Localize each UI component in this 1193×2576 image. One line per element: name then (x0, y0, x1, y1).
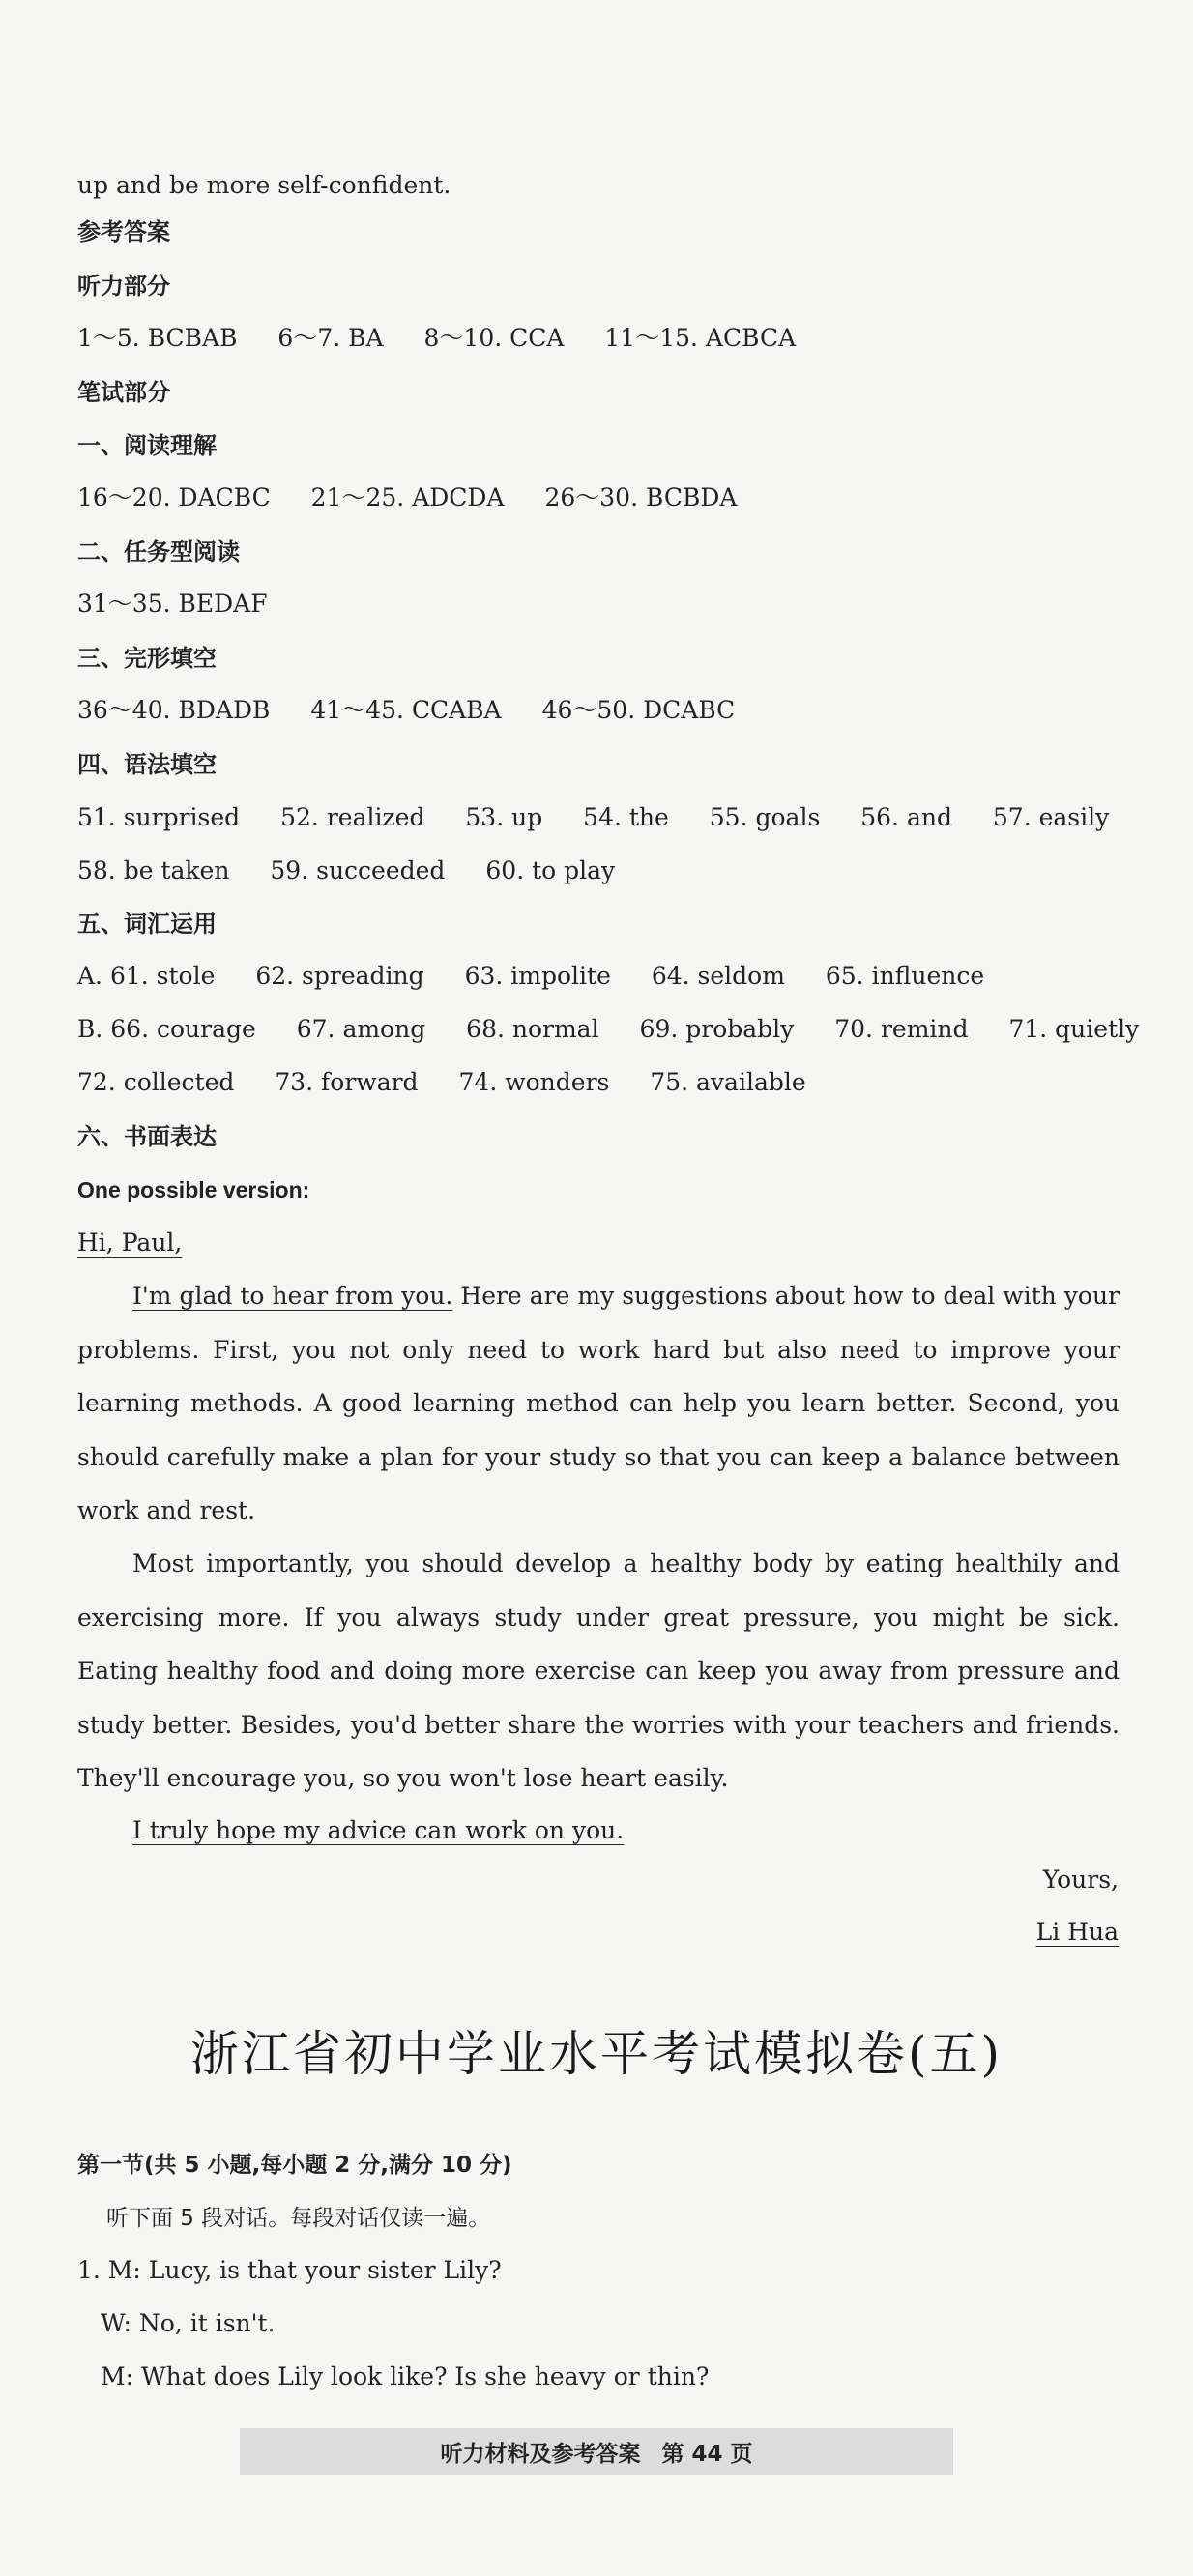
footer-label: 听力材料及参考答案 (440, 2441, 641, 2467)
section-heading: 第一节(共 5 小题,每小题 2 分,满分 10 分) (77, 2153, 512, 2178)
answer-item: 63. impolite (464, 962, 611, 990)
listening-instruction: 听下面 5 段对话。每段对话仅读一遍。 (106, 2206, 491, 2231)
writing-heading: 六、书面表达 (77, 1123, 217, 1150)
grammar-answers-row1 (77, 800, 1116, 835)
answer-group: 26～30. BCBDA (544, 483, 738, 511)
listening-heading: 听力部分 (77, 273, 170, 300)
page-number: 第 44 页 (661, 2441, 753, 2467)
closing-line-text: I truly hope my advice can work on you. (132, 1816, 625, 1844)
answer-group: 11～15. ACBCA (604, 324, 797, 352)
answer-item: 57. easily (992, 803, 1110, 831)
grammar-answers-row2 (77, 854, 1116, 888)
exam-title: 浙江省初中学业水平考试模拟卷(五) (189, 2026, 1003, 2082)
signature (1036, 1918, 1119, 1946)
vocab-answers-row2 (77, 1012, 1140, 1047)
vocab-answers-row3 (77, 1065, 1116, 1100)
reading-answers (77, 480, 1116, 515)
dialogue-line: 1. M: Lucy, is that your sister Lily? (77, 2256, 502, 2284)
vocab-answers-row1 (77, 959, 1116, 994)
answers-heading: 参考答案 (77, 218, 170, 246)
dialogue-line: W: No, it isn't. (101, 2309, 276, 2337)
answer-group: 41～45. CCABA (310, 696, 502, 724)
signature-text: Li Hua (1035, 1918, 1119, 1946)
answer-item: A. 61. stole (77, 962, 216, 990)
answer-item: 75. available (650, 1068, 806, 1096)
answer-group: 6～7. BA (277, 324, 384, 352)
answer-item: 67. among (296, 1015, 426, 1043)
answer-item: 55. goals (709, 803, 821, 831)
letter-closing-line (77, 1813, 1116, 1848)
answer-item: 51. surprised (77, 803, 241, 831)
task-reading-answers (77, 587, 1116, 622)
version-label: One possible version: (77, 1177, 310, 1202)
answer-item: 62. spreading (255, 962, 424, 990)
answer-item: 59. succeeded (270, 856, 446, 884)
dialogue-line: M: What does Lily look like? Is she heavy or thin? (101, 2362, 710, 2390)
answer-group: 8～10. CCA (423, 324, 565, 352)
cloze-heading: 三、完形填空 (77, 645, 217, 672)
answer-item: 56. and (860, 803, 952, 831)
answer-item: B. 66. courage (77, 1015, 256, 1043)
underlined-opening: I'm glad to hear from you. (132, 1282, 453, 1310)
reading-heading: 一、阅读理解 (77, 432, 217, 459)
answer-group: 1～5. BCBAB (77, 324, 238, 352)
answer-item: 65. influence (825, 962, 985, 990)
letter-paragraph-2: Most importantly, you should develop a healthy body by eating healthily and exercising more. If you always study under great pressure, you might be sick. Eating healthy food and doing more exercise can keep you away from pressure and study better. Besides, you'd better share the worries with your teachers and friends. They'll encourage you, so you won't lose heart easily. (77, 1549, 1120, 1792)
written-heading: 笔试部分 (77, 379, 170, 406)
answer-item: 52. realized (280, 803, 425, 831)
greeting-text: Hi, Paul, (77, 1229, 183, 1257)
vocab-heading: 五、词汇运用 (77, 911, 217, 938)
answer-item: 68. normal (466, 1015, 599, 1043)
letter-paragraph-1 (77, 1269, 1120, 1538)
intro-end-text: up and be more self-confident. (77, 171, 451, 199)
paragraph-text: Here are my suggestions about how to deal with your problems. First, you not only need to work hard but also need to improve your learning methods. A good learning method can help you learn better. Second, you should carefully make a plan for your study so that you can keep a balance between work and rest. (77, 1282, 1120, 1524)
answer-group: 21～25. ADCDA (310, 483, 505, 511)
grammar-heading: 四、语法填空 (77, 751, 217, 778)
answer-item: 72. collected (77, 1068, 235, 1096)
answer-item: 53. up (465, 803, 543, 831)
page-footer (240, 2428, 953, 2475)
answer-group: 16～20. DACBC (77, 483, 271, 511)
answer-item: 69. probably (639, 1015, 795, 1043)
answer-item: 71. quietly (1008, 1015, 1140, 1043)
sign-off: Yours, (1042, 1866, 1119, 1894)
answer-item: 64. seldom (651, 962, 785, 990)
answer-item: 58. be taken (77, 856, 230, 884)
answer-item: 70. remind (834, 1015, 969, 1043)
answer-item: 60. to play (485, 856, 616, 884)
cloze-answers (77, 693, 1116, 728)
answer-item: 54. the (583, 803, 669, 831)
answer-item: 73. forward (275, 1068, 419, 1096)
answer-group: 46～50. DCABC (541, 696, 736, 724)
listening-answers (77, 321, 1116, 356)
letter-greeting (77, 1226, 1116, 1260)
answer-group: 31～35. BEDAF (77, 590, 268, 618)
answer-group: 36～40. BDADB (77, 696, 271, 724)
task-reading-heading: 二、任务型阅读 (77, 538, 240, 565)
answer-item: 74. wonders (458, 1068, 610, 1096)
